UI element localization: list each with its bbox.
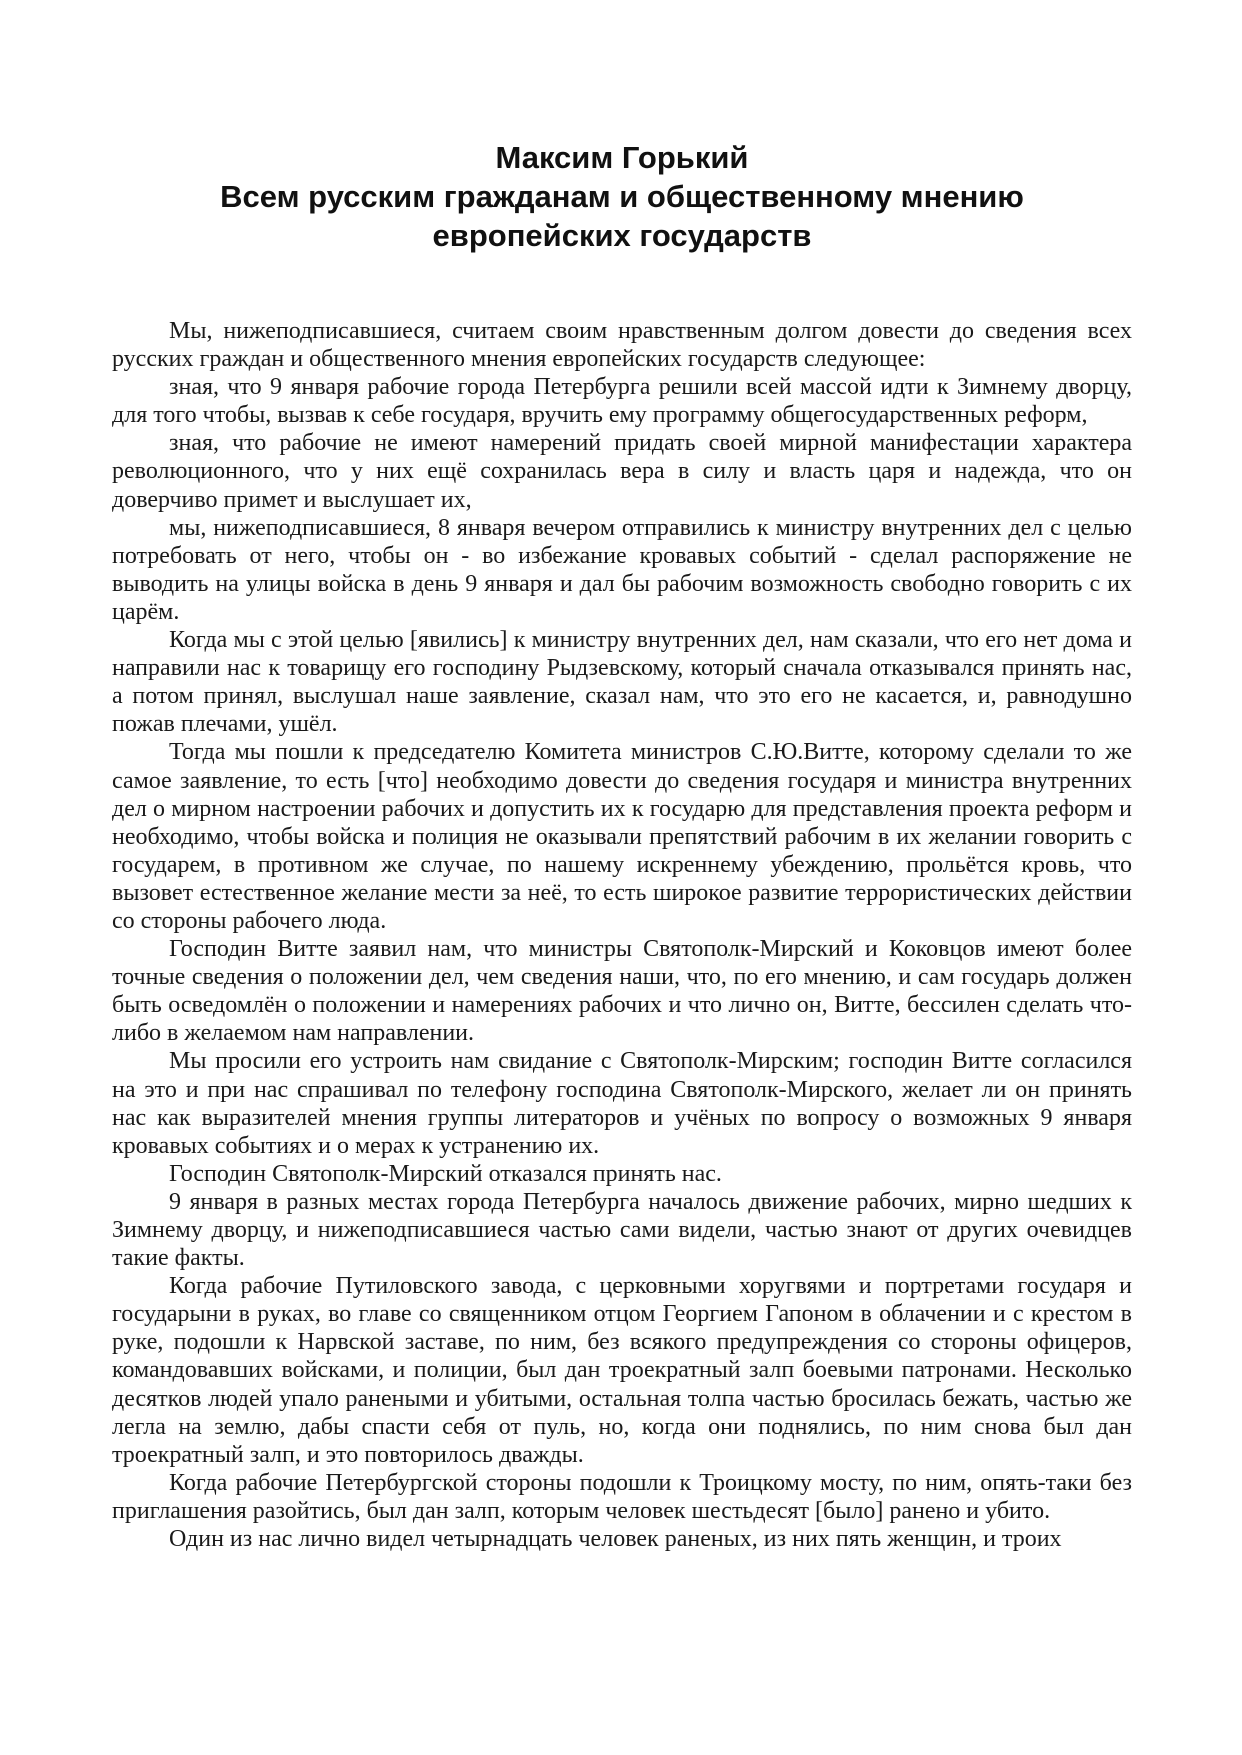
paragraph-8: Мы просили его устроить нам свидание с Святополк-Мирским; господин Витте согласился на это и при нас спрашивал по телефону господина Святополк-Мирского, желает ли он принять нас как выразителей мнения группы литераторов и учёных по вопросу о возможных 9 января кровавых событиях и о мерах к устранению их.: [112, 1048, 1132, 1159]
paragraph-3: зная, что рабочие не имеют намерений придать своей мирной манифестации характера революционного, что у них ещё сохранилась вера в силу и власть царя и надежда, что он доверчиво примет и выслушает их,: [112, 430, 1132, 513]
title-line-2: европейских государств: [432, 218, 812, 253]
paragraph-10: 9 января в разных местах города Петербурга началось движение рабочих, мирно шедших к Зимнему дворцу, и нижеподписавшиеся частью сами видели, частью знают от других очевидцев такие факты.: [112, 1188, 1132, 1272]
paragraph-6: Тогда мы пошли к председателю Комитета министров С.Ю.Витте, которому сделали то же самое заявление, то есть [что] необходимо довести до сведения государя и министра внутренних дел о мирном настроении рабочих и допустить их к государю для представления проекта реформ и необходимо, чтобы войска и полиция не оказывали препятствий рабочим в их желании говорить с государем, в противном же случае, по нашему искреннему убеждению, прольётся кровь, что вызовет естественное желание мести за неё, то есть широкое развитие террористических действии со стороны рабочего люда.: [112, 739, 1132, 934]
paragraph-4: мы, нижеподписавшиеся, 8 января вечером отправились к министру внутренних дел с целью потребовать от него, чтобы он - во избежание кровавых событий - сделал распоряжение не выводить на улицы войска в день 9 января и дал бы рабочим возможность свободно говорить с их царём.: [112, 514, 1132, 625]
paragraph-11: Когда рабочие Путиловского завода, с церковными хоругвями и портретами государя и государыни в руках, во главе со священником отцом Георгием Гапоном в облачении и с крестом в руке, подошли к Нарвской заставе, по ним, без всякого предупреждения со стороны офицеров, командовавших войсками, и полиции, был дан троекратный залп боевыми патронами. Несколько десятков людей упало ранеными и убитыми, остальная толпа частью бросилась бежать, частью же легла на землю, дабы спасти себя от пуль, но, когда они поднялись, по ним снова был дан троекратный залп, и это повторилось дважды.: [112, 1273, 1132, 1468]
document-title: [112, 138, 1132, 255]
paragraph-1: Мы, нижеподписавшиеся, считаем своим нравственным долгом довести до сведения всех русских граждан и общественного мнения европейских государств следующее:: [112, 318, 1132, 373]
document-body: [112, 317, 1132, 1553]
paragraph-13: Один из нас лично видел четырнадцать человек раненых, из них пять женщин, и троих: [169, 1526, 1062, 1553]
title-line-1: Всем русским гражданам и общественному мнению: [220, 179, 1024, 214]
author-name: Максим Горький: [495, 140, 749, 175]
paragraph-12: Когда рабочие Петербургской стороны подошли к Троицкому мосту, по ним, опять-таки без приглашения разойтись, был дан залп, которым человек шестьдесят [было] ранено и убито.: [112, 1469, 1132, 1524]
document-page: [112, 138, 1132, 1553]
paragraph-5: Когда мы с этой целью [явились] к министру внутренних дел, нам сказали, что его нет дома и направили нас к товарищу его господину Рыдзевскому, который сначала отказывался принять нас, а потом принял, выслушал наше заявление, сказал нам, что это его не касается, и, равнодушно пожав плечами, ушёл.: [112, 627, 1132, 738]
paragraph-9: Господин Святополк-Мирский отказался принять нас.: [169, 1160, 722, 1187]
paragraph-7: Господин Витте заявил нам, что министры Святополк-Мирский и Коковцов имеют более точные сведения о положении дел, чем сведения наши, что, по его мнению, и сам государь должен быть осведомлён о положении и намерениях рабочих и что лично он, Витте, бессилен сделать что-либо в желаемом нам направлении.: [112, 936, 1132, 1047]
paragraph-2: зная, что 9 января рабочие города Петербурга решили всей массой идти к Зимнему дворцу, для того чтобы, вызвав к себе государя, вручить ему программу общегосударственных реформ,: [112, 374, 1132, 429]
